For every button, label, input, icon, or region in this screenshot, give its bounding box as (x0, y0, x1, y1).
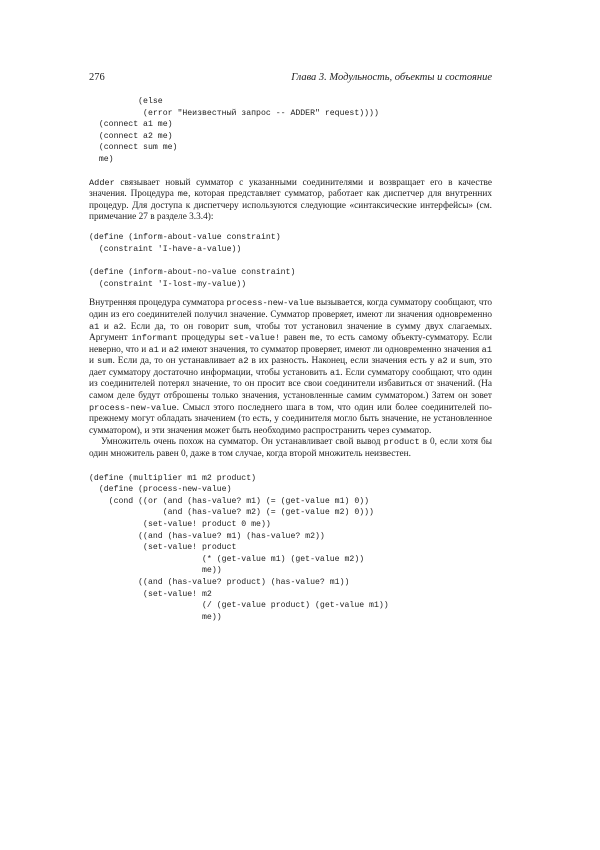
paragraph-adder-description: Adder связывает новый сумматор с указанными соединителями и возвращает его в качестве значения. Процедура me, которая представляет сумматор, работает как диспетчер для внутренних процедур. Для доступа к диспетчеру используются следующие «синтаксические интерфейсы» (см. примечание 27 в разделе 3.3.4): (89, 177, 493, 223)
code-block-multiplier: (define (multiplier m1 m2 product) (define (process-new-value) (cond ((or (and (has-value? m1) (= (get-value m1) 0)) (and (has-value? m2) (= (get-value m2) 0))) (set-value! product 0 me)) ((and (has-value? m1) (has-value? m2)) (set-value! product (* (get-value m1) (get-value m2)) me)) ((and (has-value? product) (has-value? m1)) (set-value! m2 (/ (get-value product) (get-value m1)) me)) (89, 473, 389, 622)
paragraph-process-new-value: Внутренняя процедура сумматора process-new-value вызывается, когда сумматору сообщают, что один из его соединителей получил значение. Сумматор проверяет, имеют ли значения одновременно a1 и a2. Если да, то он говорит sum, чтобы тот установил значение в сумму двух слагаемых. Аргумент informant процедуры set-value! равен me, то есть самому объекту-сумматору. Если неверно, что и a1 и a2 имеют значения, то сумматор проверяет, имеют ли одновременно значения a1 и sum. Если да, то он устанавливает a2 в их разность. Наконец, если значения есть у a2 и sum, это дает сумматору достаточно информации, чтобы установить a1. Если сумматору сообщают, что один из соединителей потерял значение, то он просит все свои соединители избавиться от значений. (На самом деле будут отброшены только значения, установленные самим сумматором.) Затем он зовет process-new-value. Смысл этого последнего шага в том, что один или более соединителей по-прежнему могут обладать значением (то есть, у соединителя могло быть значение, не установленное сумматором), и эти значения может быть необходимо распространить через сумматор. (89, 298, 493, 436)
code-block-inform-about-value: (define (inform-about-value constraint) (constraint 'I-have-a-value)) (89, 232, 281, 254)
paragraph-multiplier: Умножитель очень похож на сумматор. Он устанавливает свой вывод product в 0, если хотя бы один множитель равен 0, даже в том случае, когда второй множитель неизвестен. (89, 437, 493, 460)
chapter-title: Глава 3. Модульность, объекты и состояние (291, 72, 492, 83)
page-number: 276 (89, 72, 105, 83)
code-block-inform-about-no-value: (define (inform-about-no-value constraint) (constraint 'I-lost-my-value)) (89, 268, 296, 289)
code-block-adder-end: (else (error "Неизвестный запрос -- ADDER" request)))) (connect a1 me) (connect a2 me) (connect sum me) me) (98, 97, 379, 164)
running-header (89, 72, 492, 96)
page (89, 72, 492, 623)
